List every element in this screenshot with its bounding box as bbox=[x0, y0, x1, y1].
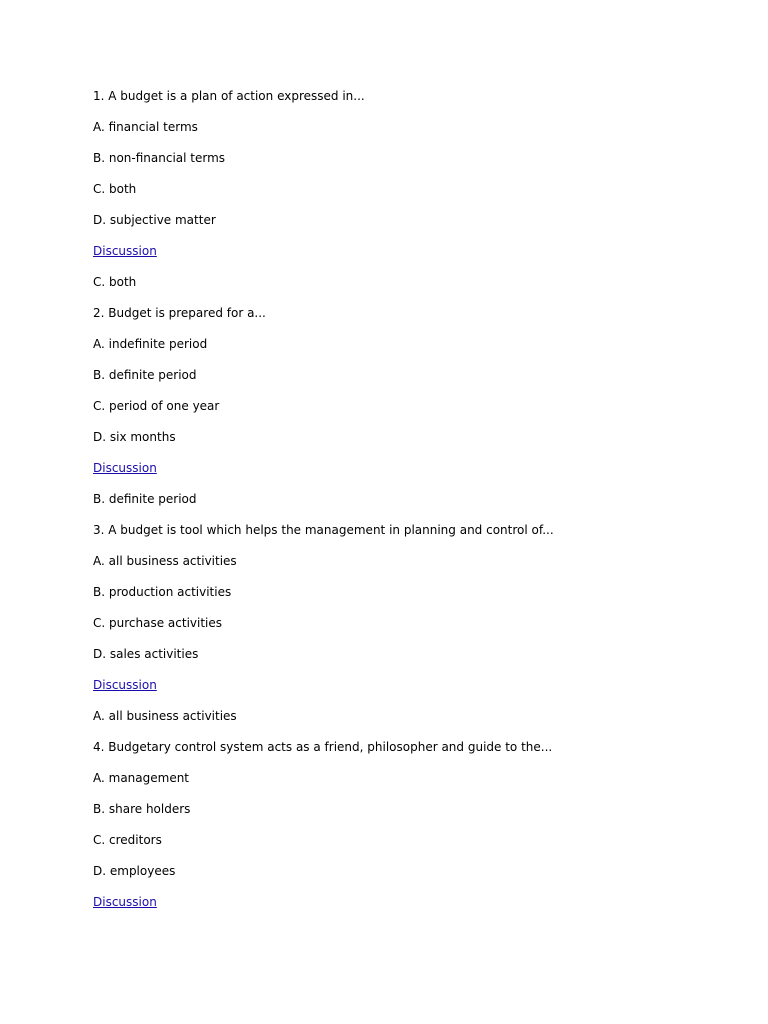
quiz-document bbox=[93, 87, 713, 924]
question-3-answer: A. all business activities bbox=[93, 709, 237, 723]
question-3-option-c: C. purchase activities bbox=[93, 616, 223, 630]
question-3-discussion-link[interactable]: Discussion bbox=[93, 678, 157, 692]
question-4-discussion-link[interactable]: Discussion bbox=[93, 895, 157, 909]
question-4-option-d: D. employees bbox=[93, 864, 176, 878]
question-2-option-b: B. definite period bbox=[93, 368, 197, 382]
question-1-option-b: B. non-financial terms bbox=[93, 151, 226, 165]
question-2-discussion-row bbox=[93, 459, 713, 490]
question-2-option-a: A. indefinite period bbox=[93, 337, 208, 351]
question-4-option-a: A. management bbox=[93, 771, 190, 785]
question-2-discussion-link[interactable]: Discussion bbox=[93, 461, 157, 475]
question-4-option-b: B. share holders bbox=[93, 802, 191, 816]
question-4-prompt: 4. Budgetary control system acts as a friend, philosopher and guide to the... bbox=[93, 740, 553, 754]
question-3-option-a: A. all business activities bbox=[93, 554, 237, 568]
question-3-prompt: 3. A budget is tool which helps the management in planning and control of... bbox=[93, 523, 554, 537]
question-3-option-b: B. production activities bbox=[93, 585, 232, 599]
question-1-option-a: A. financial terms bbox=[93, 120, 198, 134]
question-2-option-d: D. six months bbox=[93, 430, 176, 444]
question-1-option-d: D. subjective matter bbox=[93, 213, 216, 227]
question-3-option-d: D. sales activities bbox=[93, 647, 199, 661]
question-1-prompt: 1. A budget is a plan of action expressed in... bbox=[93, 89, 365, 103]
question-1-discussion-row bbox=[93, 242, 713, 273]
question-2-option-c: C. period of one year bbox=[93, 399, 220, 413]
question-2-prompt: 2. Budget is prepared for a... bbox=[93, 306, 266, 320]
question-1-answer: C. both bbox=[93, 275, 137, 289]
question-2-answer: B. definite period bbox=[93, 492, 197, 506]
question-1-option-c: C. both bbox=[93, 182, 137, 196]
question-4-option-c: C. creditors bbox=[93, 833, 162, 847]
question-3-discussion-row bbox=[93, 676, 713, 707]
question-4-discussion-row bbox=[93, 893, 713, 924]
question-1-discussion-link[interactable]: Discussion bbox=[93, 244, 157, 258]
